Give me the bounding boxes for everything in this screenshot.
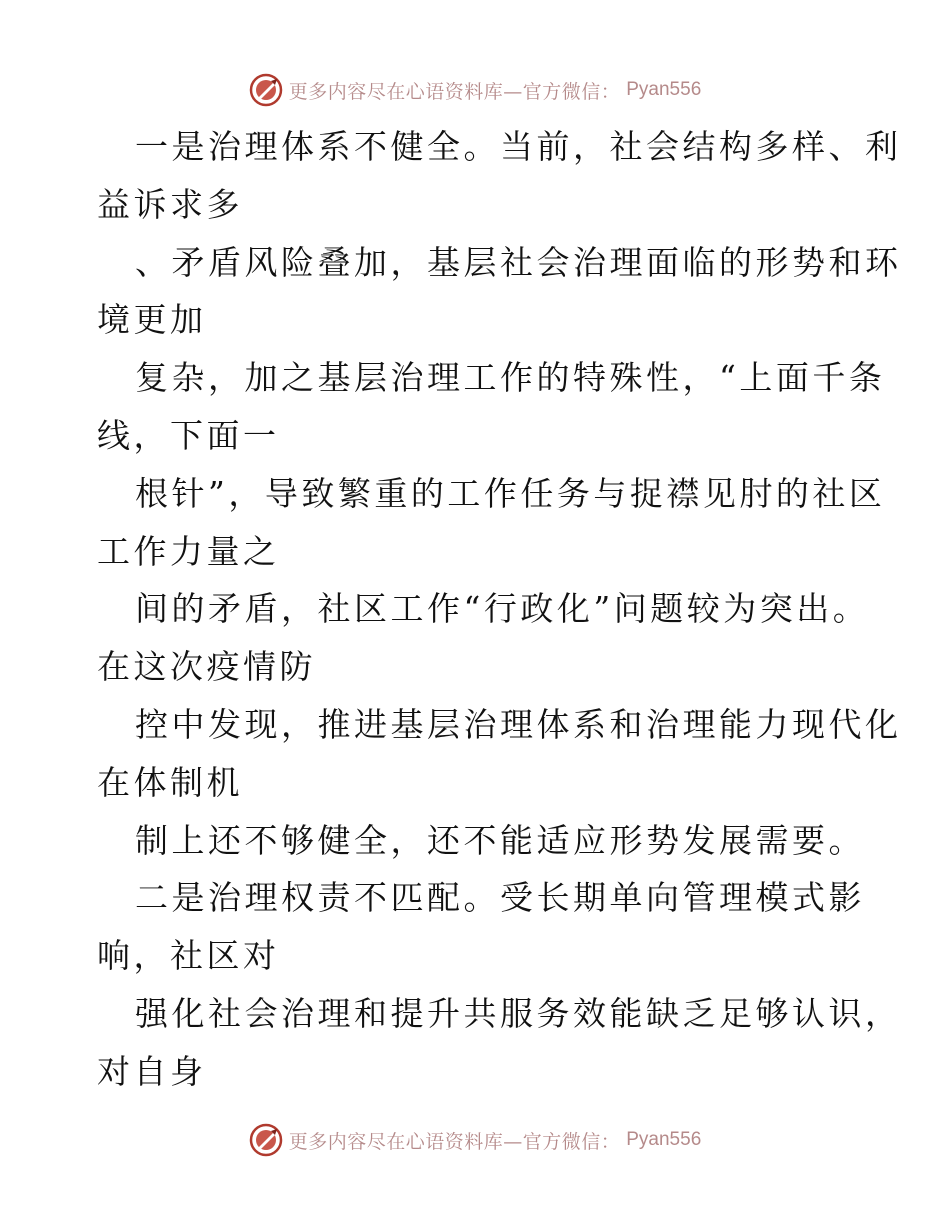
quill-seal-icon <box>249 73 283 107</box>
body-line: 一是治理体系不健全。当前，社会结构多样、利 <box>135 127 902 166</box>
body-line: 境更加 <box>97 300 207 340</box>
body-line: 工作力量之 <box>97 531 280 571</box>
banner-wechat-id: Pyan556 <box>626 1129 702 1150</box>
body-line: 响，社区对 <box>97 936 280 976</box>
body-line: 二是治理权责不匹配。受长期单向管理模式影 <box>135 878 865 918</box>
body-line: 间的矛盾，社区工作“行政化”问题较为突出。 <box>135 589 870 629</box>
body-line: 、矛盾风险叠加，基层社会治理面临的形势和环 <box>135 242 902 282</box>
banner-text: 更多内容尽在心语资料库—官方微信： <box>288 80 621 103</box>
body-line: 复杂，加之基层治理工作的特殊性，“上面千条 <box>135 358 886 398</box>
banner-text: 更多内容尽在心语资料库—官方微信： <box>288 1130 621 1153</box>
body-line: 线，下面一 <box>97 415 280 455</box>
body-line: 强化社会治理和提升共服务效能缺乏足够认识， <box>135 993 902 1033</box>
footer-watermark-banner <box>0 1120 950 1160</box>
body-line: 控中发现，推进基层治理体系和治理能力现代化 <box>135 704 902 744</box>
body-line: 根针”，导致繁重的工作任务与捉襟见肘的社区 <box>135 473 886 513</box>
body-line: 益诉求多 <box>97 184 243 224</box>
header-watermark-banner <box>0 70 950 110</box>
body-line: 对自身 <box>97 1051 207 1091</box>
banner-wechat-id: Pyan556 <box>626 79 702 100</box>
body-line: 在体制机 <box>97 762 243 802</box>
document-body <box>97 118 902 1101</box>
quill-seal-icon <box>249 1123 283 1157</box>
body-line: 在这次疫情防 <box>97 647 316 687</box>
body-line: 制上还不够健全，还不能适应形势发展需要。 <box>135 820 865 860</box>
